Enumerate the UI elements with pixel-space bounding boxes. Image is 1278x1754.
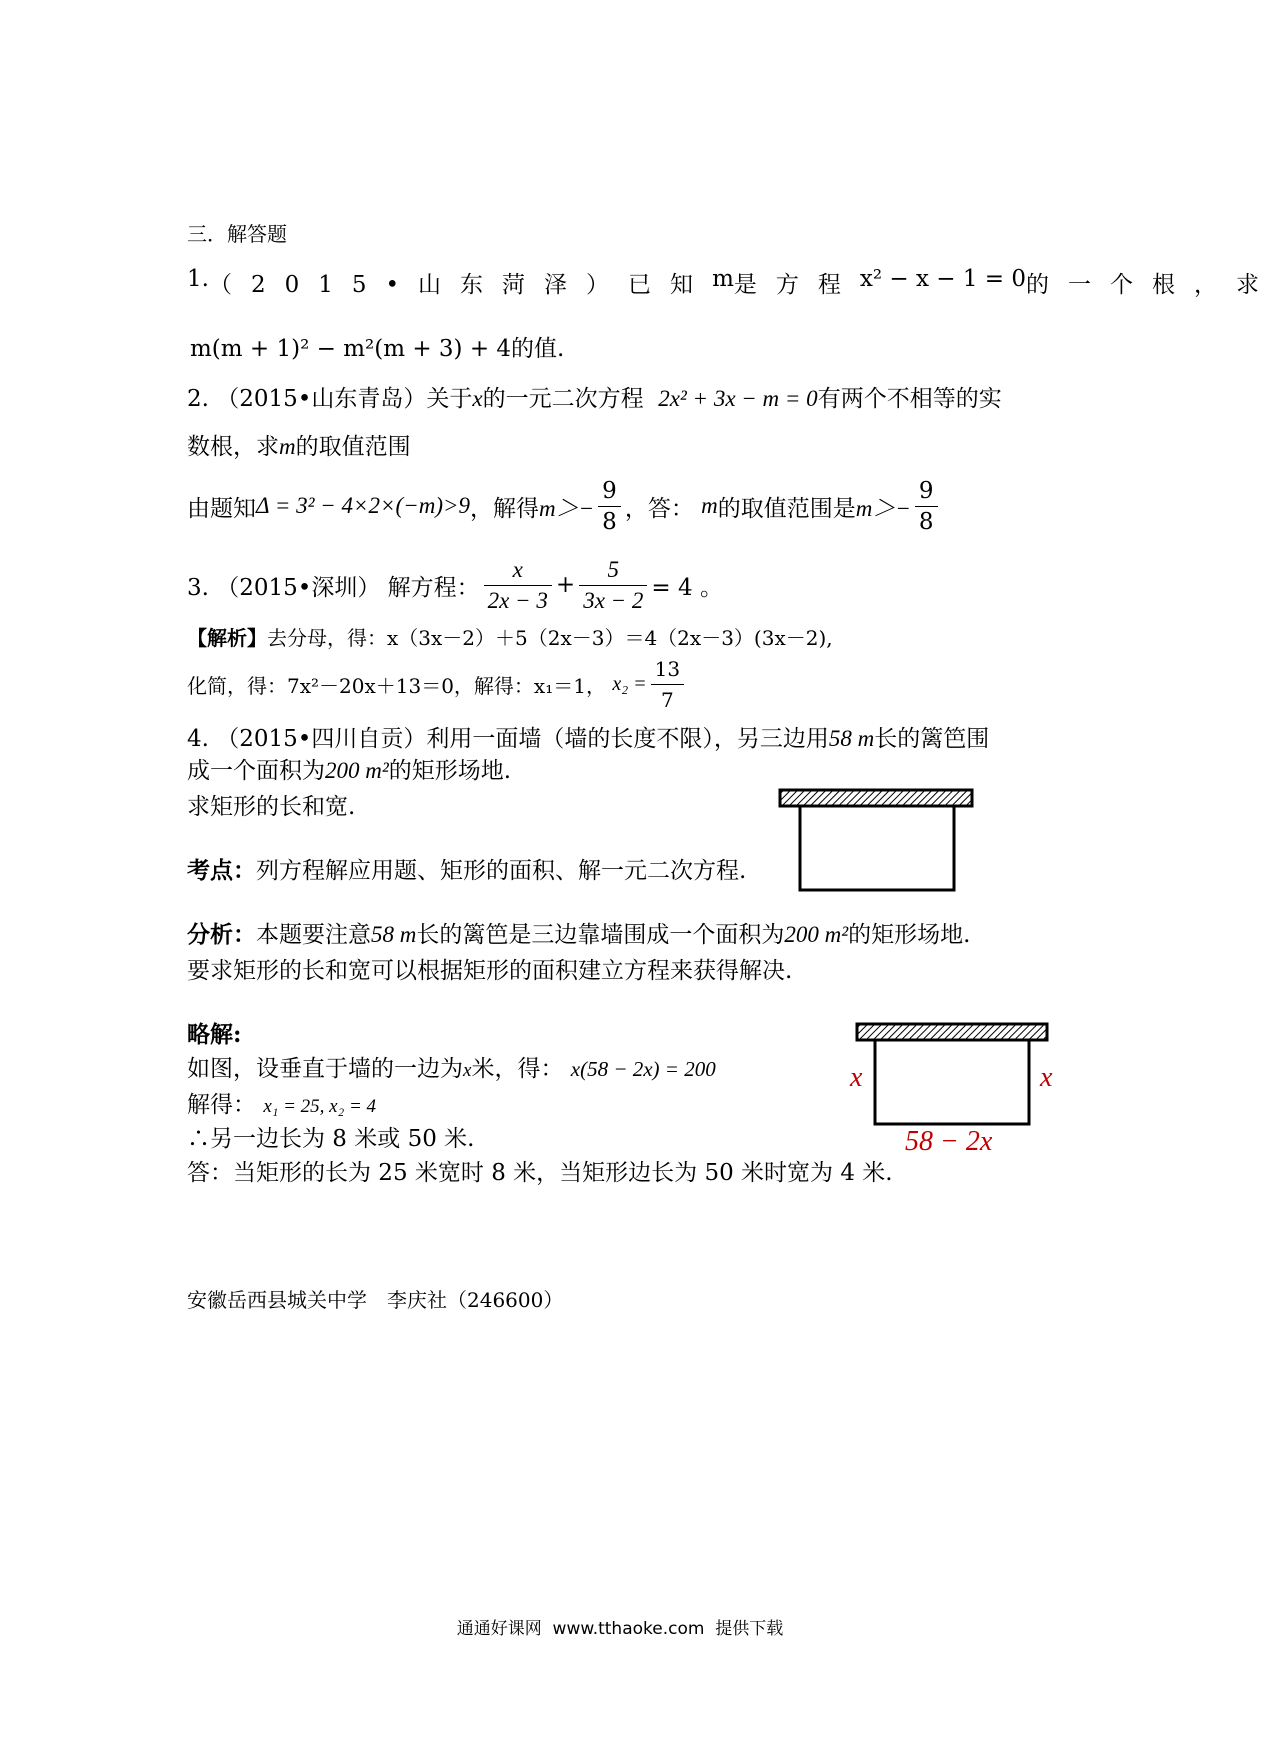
- diagram-label-left: x: [850, 1062, 863, 1093]
- q4-length: 58 m: [828, 726, 875, 751]
- q2-answer-mid: 的取值范围是: [717, 495, 856, 522]
- kaodian-text: 列方程解应用题、矩形的面积、解一元二次方程.: [256, 858, 747, 884]
- q4-kaodian: [187, 852, 746, 885]
- frac-num: x: [484, 555, 552, 586]
- q2-answer-prefix: ，答：: [624, 495, 694, 522]
- q2-sol-mid: ，解得: [470, 495, 540, 522]
- fenxi-area: 200 m²: [784, 922, 849, 947]
- q1-number: 1.: [187, 266, 209, 292]
- q3-frac-1: [484, 555, 552, 616]
- q3-analysis-tag: 【解析】: [187, 626, 267, 650]
- q2-prefix: 2. （2015•山东青岛）关于: [187, 386, 473, 412]
- q1-line1: [187, 266, 1278, 299]
- q4-fenxi-line2: 要求矩形的长和宽可以根据矩形的面积建立方程来获得解决.: [187, 958, 793, 984]
- q4-line2-tail: 的矩形场地.: [388, 758, 512, 784]
- frac-den: 8: [918, 508, 934, 535]
- q2-line2-tail: 的取值范围: [295, 434, 411, 460]
- section-heading: 三．解答题: [187, 222, 287, 246]
- q1-var-m: m: [712, 266, 734, 292]
- frac-num: 9: [598, 476, 621, 507]
- q1-text: 是方程: [733, 272, 860, 298]
- q3-x2-frac: [651, 654, 684, 715]
- q4-line1-text: 4. （2015•四川自贡）利用一面墙（墙的长度不限），另三边用: [187, 726, 829, 752]
- fenxi-a: 本题要注意: [256, 922, 371, 948]
- fence-outline: [800, 806, 954, 890]
- q3-frac-2: [579, 555, 647, 616]
- frac-den: 8: [602, 508, 617, 535]
- step1-eq: x(58 − 2x) = 200: [570, 1057, 716, 1081]
- q3-rhs: = 4 。: [651, 574, 723, 601]
- fenxi-b: 长的篱笆是三边靠墙围成一个面积为: [416, 922, 785, 948]
- q4-line3: 求矩形的长和宽.: [187, 794, 356, 820]
- q4-fenxi-line1: [187, 916, 970, 949]
- q4-step2: [187, 1086, 376, 1119]
- q2-line2-prefix: 数根，求: [187, 434, 279, 460]
- q2-mid: 的一元二次方程: [482, 386, 644, 412]
- frac-den: 7: [661, 687, 674, 712]
- q1-expression: m(m + 1)² − m²(m + 3) + 4: [190, 336, 512, 362]
- page-footer: 通通好课网 www.tthaoke.com 提供下载: [456, 1619, 784, 1639]
- q1-line2-tail: 的值.: [511, 336, 565, 362]
- rectangle-figure-1: [778, 788, 978, 894]
- q1-tail: 的一个根，求: [1026, 272, 1278, 298]
- step2-a: 解得：: [187, 1092, 256, 1118]
- fenxi-c: 的矩形场地.: [848, 922, 971, 948]
- frac-num: 9: [915, 476, 938, 507]
- fence-outline: [875, 1040, 1029, 1124]
- q3-simplify-text: 化简，得：7x²－20x＋13＝0，解得：x₁＝1，: [187, 673, 606, 698]
- kaodian-label: 考点：: [187, 857, 256, 884]
- frac-den: 2x − 3: [487, 587, 548, 613]
- q4-step1: [187, 1050, 716, 1083]
- q4-area: 200 m²: [325, 758, 389, 783]
- q2-line2: [187, 428, 411, 461]
- q2-solution: [187, 474, 942, 538]
- q1-equation: x² − x − 1 = 0: [859, 266, 1026, 292]
- q3-x2-label: x₂ =: [612, 672, 647, 695]
- q2-frac-2: [915, 476, 938, 537]
- q3-analysis: [187, 622, 833, 651]
- q2-sol-gt: m＞−: [539, 495, 595, 521]
- fenxi-length: 58 m: [371, 922, 417, 947]
- q1-line2: [190, 330, 564, 363]
- step1-a: 如图，设垂直于墙的一边为: [187, 1056, 463, 1082]
- q2-equation: 2x² + 3x − m = 0: [658, 386, 818, 411]
- q3-prefix: 3. （2015•深圳） 解方程：: [187, 574, 480, 601]
- wall-hatched: [857, 1024, 1047, 1040]
- q3-simplify: [187, 652, 688, 716]
- q4-line1: [187, 720, 989, 753]
- fenxi-label: 分析：: [187, 921, 256, 948]
- frac-num: 5: [579, 555, 647, 586]
- q2-answer-gt: m＞−: [855, 495, 911, 521]
- step2-eq: x₁ = 25, x₂ = 4: [263, 1096, 377, 1117]
- q2-answer-var-m: m: [701, 493, 718, 518]
- q3-plus: +: [555, 572, 576, 598]
- q4-line1-tail: 长的篱笆围: [874, 726, 990, 752]
- luejie-label: 略解:: [187, 1021, 242, 1048]
- author-line: 安徽岳西县城关中学 李庆社（246600）: [187, 1288, 564, 1312]
- diagram-label-right: x: [1040, 1062, 1053, 1093]
- q4-step4: 答：当矩形的长为 25 米宽时 8 米，当矩形边长为 50 米时宽为 4 米.: [187, 1160, 893, 1186]
- frac-num: 13: [651, 654, 684, 685]
- q4-line2: [187, 752, 511, 785]
- q2-frac-1: [598, 476, 621, 537]
- q4-line2-prefix: 成一个面积为: [187, 758, 325, 784]
- rectangle-figure-2: [855, 1022, 1055, 1128]
- step1-b: 米，得：: [471, 1056, 564, 1082]
- step1-var: x: [463, 1060, 472, 1081]
- diagram-label-bottom: 58 − 2x: [905, 1126, 993, 1157]
- q2-tail: 有两个不相等的实: [817, 386, 1002, 412]
- q2-sol-prefix: 由题知: [187, 495, 256, 522]
- q2-var-m: m: [279, 434, 296, 459]
- q2-line1: [187, 380, 1002, 413]
- q1-source: （2015•山东菏泽）已知: [208, 272, 713, 298]
- q3-line1: [187, 553, 723, 617]
- q2-sol-expr: Δ = 3² − 4×2×(−m)>9: [256, 493, 471, 518]
- q4-step3: ∴另一边长为 8 米或 50 米.: [187, 1126, 475, 1152]
- q3-analysis-text: 去分母，得：x（3x－2）＋5（2x－3）＝4（2x－3）(3x－2),: [267, 626, 833, 650]
- q2-var-x: x: [472, 386, 483, 411]
- frac-den: 3x − 2: [583, 587, 644, 613]
- wall-hatched: [780, 790, 972, 806]
